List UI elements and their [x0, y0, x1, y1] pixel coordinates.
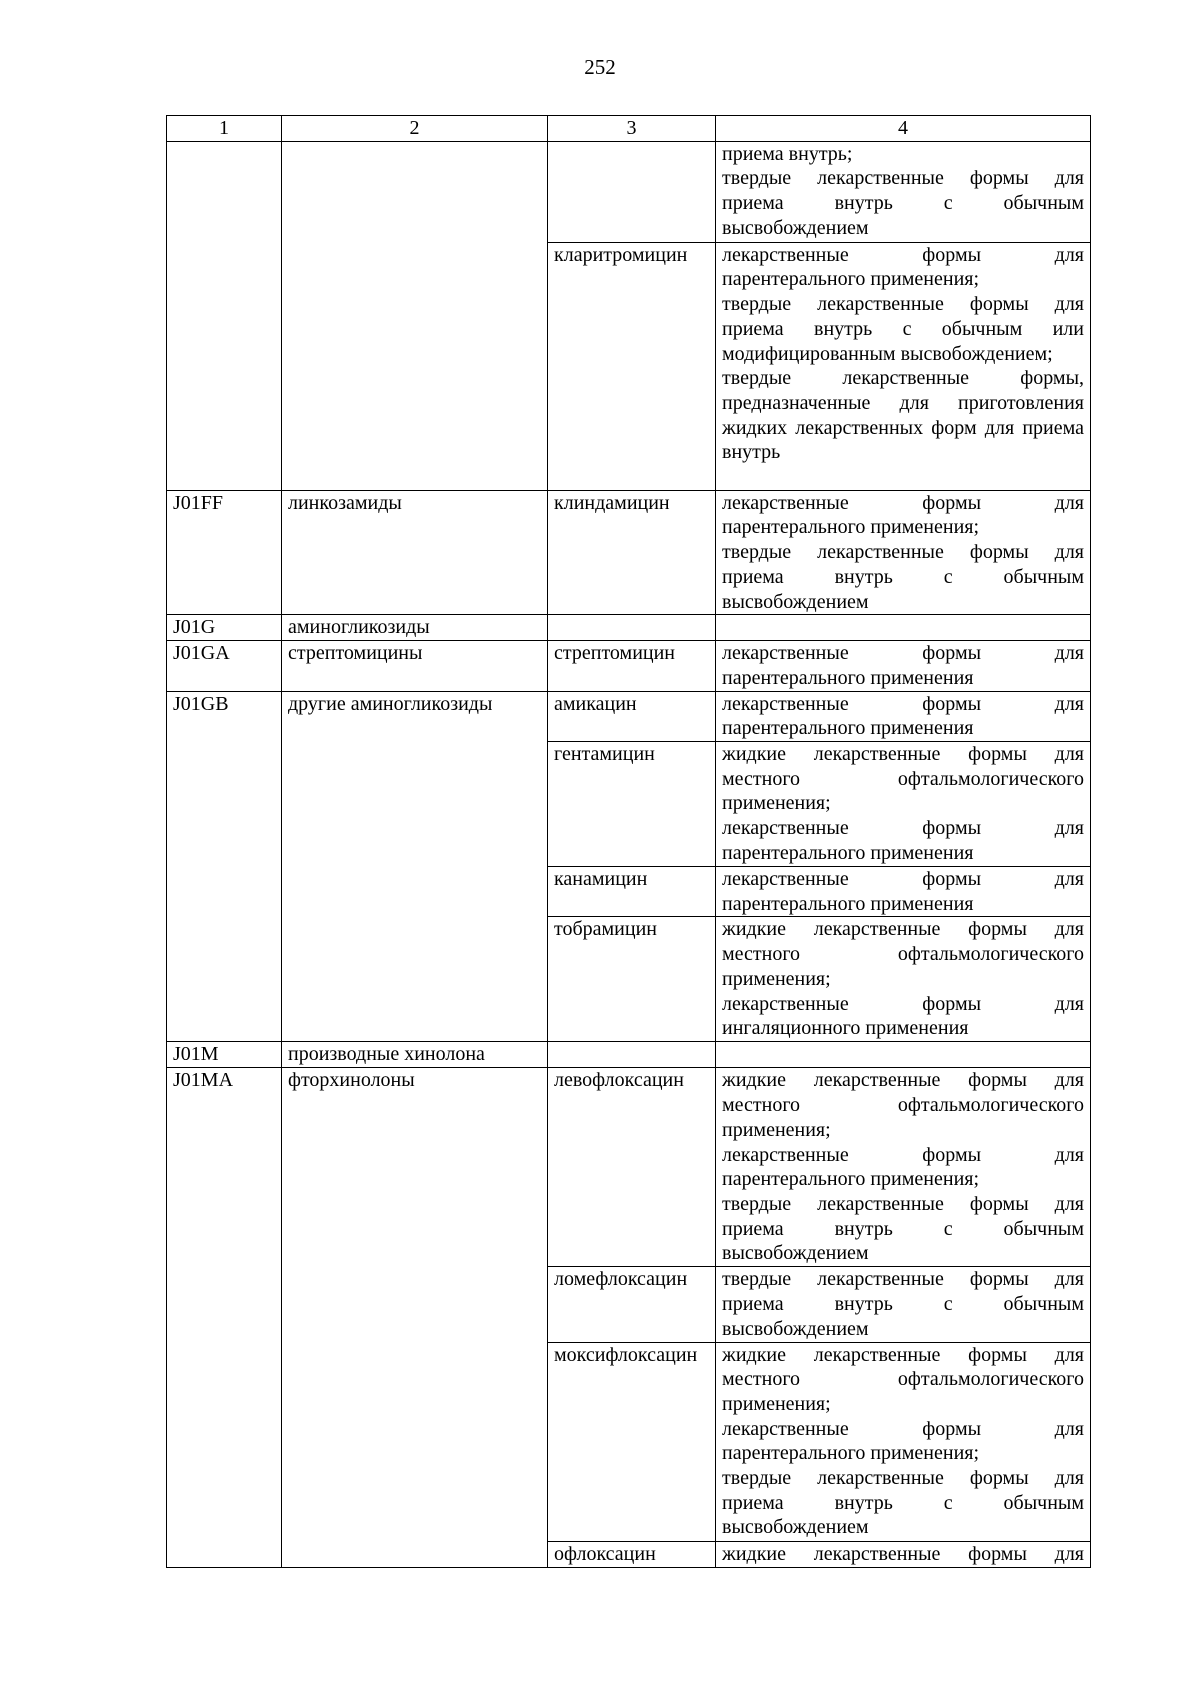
- atc-code-cell: J01G: [167, 615, 282, 641]
- atc-code-cell: J01M: [167, 1042, 282, 1068]
- dosage-forms-cell: [716, 1541, 1091, 1567]
- dosage-forms-cell: [716, 867, 1091, 917]
- drug-name-cell: гентамицин: [548, 742, 716, 867]
- dosage-form-text: лекарственные формы для парентерального применения: [722, 692, 1084, 740]
- drug-name-cell: стрептомицин: [548, 641, 716, 691]
- dosage-form-text: жидкие лекарственные формы для местного офтальмологического применения;: [722, 743, 1084, 815]
- atc-code-cell: J01FF: [167, 490, 282, 615]
- dosage-form-text: твердые лекарственные формы для приема внутрь с обычным высвобождением: [722, 1192, 1084, 1265]
- dosage-form-text: лекарственные формы для парентерального применения: [722, 642, 1084, 689]
- atc-code-cell: [167, 141, 282, 490]
- drug-name-cell: ломефлоксацин: [548, 1267, 716, 1342]
- dosage-form-text: твердые лекарственные формы для приема внутрь с обычным высвобождением: [722, 1268, 1084, 1340]
- atc-code-cell: J01MA: [167, 1068, 282, 1567]
- dosage-form-text: твердые лекарственные формы, предназначенные для приготовления жидких лекарственных форм для приема внутрь: [722, 367, 1084, 464]
- table-row: [167, 641, 1091, 691]
- dosage-form-text: лекарственные формы для ингаляционного применения: [722, 992, 1084, 1040]
- drug-name-cell: канамицин: [548, 867, 716, 917]
- dosage-form-text: лекарственные формы для парентерального применения;: [722, 1417, 1084, 1465]
- group-name-cell: другие аминогликозиды: [282, 691, 548, 1042]
- dosage-forms-cell: [716, 1042, 1091, 1068]
- dosage-form-text: лекарственные формы для парентерального применения;: [722, 1143, 1084, 1191]
- dosage-form-text: лекарственные формы для парентерального применения;: [722, 491, 1084, 539]
- dosage-form-text: жидкие лекарственные формы для местного офтальмологического применения;: [722, 1069, 1084, 1141]
- group-name-cell: аминогликозиды: [282, 615, 548, 641]
- dosage-forms-cell: [716, 141, 1091, 242]
- dosage-form-text: жидкие лекарственные формы для местного офтальмологического применения;: [722, 1343, 1084, 1415]
- dosage-form-text: жидкие лекарственные формы для местного офтальмологического применения;: [722, 918, 1084, 990]
- table-row: [167, 1068, 1091, 1267]
- drug-name-cell: тобрамицин: [548, 917, 716, 1042]
- group-name-cell: линкозамиды: [282, 490, 548, 615]
- drug-name-cell: моксифлоксацин: [548, 1342, 716, 1541]
- dosage-forms-cell: [716, 691, 1091, 741]
- drug-name-cell: [548, 1042, 716, 1068]
- column-header-2: 2: [282, 116, 548, 142]
- dosage-forms-cell: [716, 1068, 1091, 1267]
- dosage-form-text: твердые лекарственные формы для приема внутрь с обычным высвобождением: [722, 541, 1084, 613]
- table-row: [167, 141, 1091, 242]
- drug-name-cell: амикацин: [548, 691, 716, 741]
- column-header-3: 3: [548, 116, 716, 142]
- drug-name-cell: офлоксацин: [548, 1541, 716, 1567]
- dosage-form-text: твердые лекарственные формы для приема внутрь с обычным высвобождением: [722, 1467, 1084, 1539]
- table-row: [167, 1042, 1091, 1068]
- dosage-form-text: лекарственные формы для парентерального применения: [722, 817, 1084, 864]
- table-header-row: [167, 116, 1091, 142]
- dosage-forms-cell: [716, 242, 1091, 490]
- dosage-forms-cell: [716, 917, 1091, 1042]
- table-row: [167, 691, 1091, 741]
- table-row: [167, 615, 1091, 641]
- dosage-form-text: лекарственные формы для парентерального применения;: [722, 243, 1084, 291]
- atc-code-cell: J01GA: [167, 641, 282, 691]
- group-name-cell: фторхинолоны: [282, 1068, 548, 1567]
- group-name-cell: производные хинолона: [282, 1042, 548, 1068]
- drug-name-cell: [548, 615, 716, 641]
- dosage-form-text: лекарственные формы для парентерального применения: [722, 868, 1084, 915]
- drug-name-cell: кларитромицин: [548, 242, 716, 490]
- dosage-forms-cell: [716, 490, 1091, 615]
- dosage-forms-cell: [716, 742, 1091, 867]
- drug-name-cell: клиндамицин: [548, 490, 716, 615]
- dosage-forms-cell: [716, 1342, 1091, 1541]
- column-header-4: 4: [716, 116, 1091, 142]
- drug-name-cell: левофлоксацин: [548, 1068, 716, 1267]
- dosage-form-text: твердые лекарственные формы для приема внутрь с обычным высвобождением: [722, 167, 1084, 239]
- dosage-form-text: твердые лекарственные формы для приема внутрь с обычным или модифицированным высвобождением;: [722, 293, 1084, 365]
- page-number: 252: [584, 55, 616, 79]
- dosage-forms-cell: [716, 1267, 1091, 1342]
- table-row: [167, 490, 1091, 615]
- drug-name-cell: [548, 141, 716, 242]
- group-name-cell: стрептомицины: [282, 641, 548, 691]
- atc-code-cell: J01GB: [167, 691, 282, 1042]
- dosage-form-text: жидкие лекарственные формы для: [722, 1542, 1084, 1565]
- dosage-forms-cell: [716, 641, 1091, 691]
- dosage-form-text: приема внутрь;: [722, 142, 853, 165]
- dosage-forms-cell: [716, 615, 1091, 641]
- drug-table: [166, 115, 1091, 1568]
- column-header-1: 1: [167, 116, 282, 142]
- group-name-cell: [282, 141, 548, 490]
